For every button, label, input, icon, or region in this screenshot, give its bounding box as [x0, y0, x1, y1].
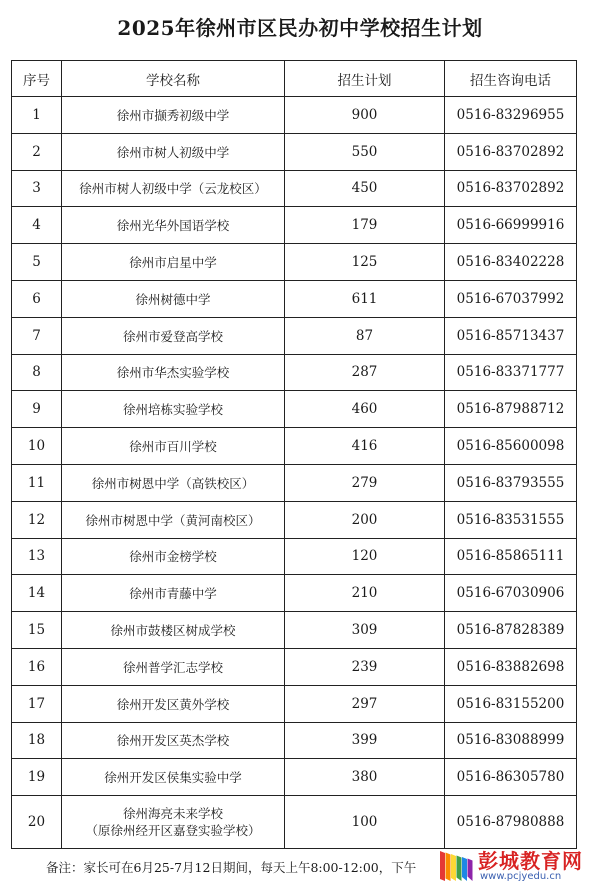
row-school-name: 徐州市启星中学 [62, 244, 285, 281]
row-school-name: 徐州树德中学 [62, 280, 285, 317]
table-row [12, 207, 577, 244]
school-name-line: 徐州海亮未来学校 [122, 806, 223, 822]
table-row [12, 796, 577, 849]
row-school-name [62, 796, 285, 849]
row-school-name: 徐州市树恩中学（黄河南校区） [62, 501, 285, 538]
row-enrollment-plan: 550 [285, 133, 445, 170]
row-school-name: 徐州开发区英杰学校 [62, 722, 285, 759]
row-index: 20 [12, 796, 62, 849]
watermark-name: 彭城教育网 [478, 849, 583, 873]
row-enrollment-plan: 179 [285, 207, 445, 244]
row-index: 11 [12, 464, 62, 501]
row-index: 15 [12, 612, 62, 649]
row-school-name: 徐州普学汇志学校 [62, 648, 285, 685]
row-index: 17 [12, 685, 62, 722]
page-title: 2025年徐州市区民办初中学校招生计划 [117, 16, 483, 40]
row-phone: 0516-85865111 [445, 538, 577, 575]
row-enrollment-plan: 87 [285, 317, 445, 354]
row-index: 5 [12, 244, 62, 281]
row-phone: 0516-86305780 [445, 759, 577, 796]
row-index: 13 [12, 538, 62, 575]
row-index: 7 [12, 317, 62, 354]
row-index: 3 [12, 170, 62, 207]
header-enrollment-plan: 招生计划 [285, 61, 445, 97]
row-index: 14 [12, 575, 62, 612]
row-school-name: 徐州市华杰实验学校 [62, 354, 285, 391]
site-watermark [438, 843, 588, 889]
row-school-name: 徐州开发区侯集实验中学 [62, 759, 285, 796]
row-index: 16 [12, 648, 62, 685]
header-index: 序号 [12, 61, 62, 97]
row-school-name: 徐州市树人初级中学（云龙校区） [62, 170, 285, 207]
book-logo-icon [438, 845, 476, 885]
row-phone: 0516-85713437 [445, 317, 577, 354]
school-former-name-line: （原徐州经开区嘉登实验学校） [85, 823, 261, 839]
table-row [12, 685, 577, 722]
row-phone: 0516-83402228 [445, 244, 577, 281]
table-row [12, 244, 577, 281]
row-index: 2 [12, 133, 62, 170]
row-phone: 0516-83155200 [445, 685, 577, 722]
row-phone: 0516-83296955 [445, 97, 577, 134]
table-row [12, 317, 577, 354]
row-enrollment-plan: 416 [285, 428, 445, 465]
row-phone: 0516-83793555 [445, 464, 577, 501]
row-phone: 0516-66999916 [445, 207, 577, 244]
row-phone: 0516-83088999 [445, 722, 577, 759]
row-enrollment-plan: 900 [285, 97, 445, 134]
table-row [12, 759, 577, 796]
row-enrollment-plan: 450 [285, 170, 445, 207]
header-school-name: 学校名称 [62, 61, 285, 97]
row-index: 12 [12, 501, 62, 538]
watermark-url: www.pcjyedu.cn [480, 871, 562, 882]
logo-page-shape [457, 856, 462, 882]
row-index: 10 [12, 428, 62, 465]
row-enrollment-plan: 279 [285, 464, 445, 501]
row-enrollment-plan: 200 [285, 501, 445, 538]
row-school-name: 徐州市撷秀初级中学 [62, 97, 285, 134]
row-school-name: 徐州市鼓楼区树成学校 [62, 612, 285, 649]
header-phone: 招生咨询电话 [445, 61, 577, 97]
row-school-name: 徐州培栋实验学校 [62, 391, 285, 428]
footnote: 备注：家长可在6月25-7月12日期间，每天上午8:00-12:00，下午 [46, 860, 417, 875]
row-enrollment-plan: 100 [285, 796, 445, 849]
row-phone: 0516-85600098 [445, 428, 577, 465]
row-enrollment-plan: 611 [285, 280, 445, 317]
row-enrollment-plan: 120 [285, 538, 445, 575]
row-enrollment-plan: 309 [285, 612, 445, 649]
logo-page-shape [440, 851, 445, 881]
row-enrollment-plan: 210 [285, 575, 445, 612]
row-index: 1 [12, 97, 62, 134]
table-row [12, 648, 577, 685]
logo-page-shape [451, 854, 456, 881]
table-header-row [12, 61, 577, 97]
row-school-name: 徐州市青藤中学 [62, 575, 285, 612]
row-school-name: 徐州市树人初级中学 [62, 133, 285, 170]
row-enrollment-plan: 399 [285, 722, 445, 759]
row-enrollment-plan: 297 [285, 685, 445, 722]
row-school-name: 徐州市金榜学校 [62, 538, 285, 575]
row-phone: 0516-87988712 [445, 391, 577, 428]
table-row [12, 464, 577, 501]
row-index: 19 [12, 759, 62, 796]
row-phone: 0516-87828389 [445, 612, 577, 649]
table-row [12, 428, 577, 465]
table-row [12, 501, 577, 538]
logo-page-shape [468, 859, 473, 882]
row-phone: 0516-83371777 [445, 354, 577, 391]
row-school-name: 徐州市树恩中学（高铁校区） [62, 464, 285, 501]
row-enrollment-plan: 125 [285, 244, 445, 281]
table-row [12, 722, 577, 759]
table-row [12, 612, 577, 649]
table-row [12, 133, 577, 170]
row-index: 6 [12, 280, 62, 317]
table-row [12, 97, 577, 134]
row-school-name: 徐州开发区黄外学校 [62, 685, 285, 722]
row-enrollment-plan: 460 [285, 391, 445, 428]
row-index: 8 [12, 354, 62, 391]
row-phone: 0516-83531555 [445, 501, 577, 538]
enrollment-table [11, 60, 577, 849]
table-row [12, 575, 577, 612]
row-phone: 0516-67037992 [445, 280, 577, 317]
row-phone: 0516-83702892 [445, 133, 577, 170]
table-row [12, 538, 577, 575]
logo-page-shape [462, 857, 467, 881]
row-enrollment-plan: 380 [285, 759, 445, 796]
row-index: 18 [12, 722, 62, 759]
row-index: 9 [12, 391, 62, 428]
table-row [12, 280, 577, 317]
row-phone: 0516-83882698 [445, 648, 577, 685]
row-phone: 0516-67030906 [445, 575, 577, 612]
row-index: 4 [12, 207, 62, 244]
table-row [12, 391, 577, 428]
row-enrollment-plan: 287 [285, 354, 445, 391]
row-phone: 0516-83702892 [445, 170, 577, 207]
row-school-name: 徐州市爱登高学校 [62, 317, 285, 354]
row-school-name: 徐州光华外国语学校 [62, 207, 285, 244]
logo-page-shape [446, 853, 451, 882]
row-enrollment-plan: 239 [285, 648, 445, 685]
table-row [12, 170, 577, 207]
row-phone: 0516-87980888 [445, 796, 577, 849]
table-row [12, 354, 577, 391]
row-school-name: 徐州市百川学校 [62, 428, 285, 465]
